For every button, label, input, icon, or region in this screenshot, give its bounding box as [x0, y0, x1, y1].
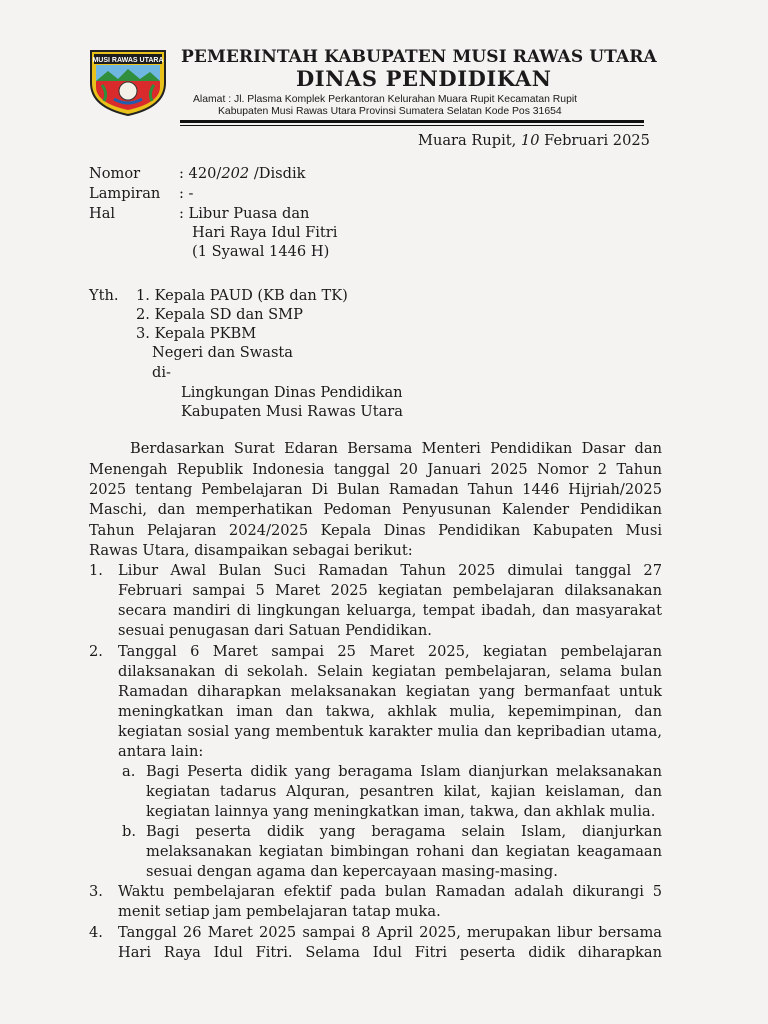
yth-label: Yth. [89, 287, 119, 304]
lampiran-label: Lampiran [89, 185, 161, 202]
hal-line-3: (1 Syawal 1446 H) [192, 243, 330, 260]
subpoint-line: Bagi peserta didik yang beragama selain Islam, dianjurkan [146, 823, 662, 840]
intro-line: Rawas Utara, disampaikan sebagai berikut: [89, 542, 413, 559]
recipient-negeri: Negeri dan Swasta [152, 344, 293, 361]
nomor-suffix: /Disdik [249, 165, 306, 182]
nomor-handwritten: 202 [221, 165, 250, 182]
subpoint-line: kegiatan lainnya yang meningkatkan iman, takwa, dan akhlak mulia. [146, 803, 656, 820]
point-line: Ramadan diharapkan melaksanakan kegiatan yang bermanfaat untuk [118, 683, 662, 700]
subpoint-line: kegiatan tadarus Alquran, pesantren kilat, kajian keislaman, dan [146, 783, 662, 800]
hal-label: Hal [89, 205, 116, 222]
point-line: dilaksanakan di sekolah. Selain kegiatan pembelajaran, selama bulan [118, 663, 662, 680]
government-name: PEMERINTAH KABUPATEN MUSI RAWAS UTARA [181, 47, 657, 67]
point-number: 1. [89, 562, 103, 579]
point-line: sesuai penugasan dari Satuan Pendidikan. [118, 622, 432, 639]
subpoint-letter: b. [122, 823, 136, 840]
nomor-prefix: : 420/ [179, 165, 222, 182]
point-line: meningkatkan iman dan takwa, akhlak mulia, kepemimpinan, dan [118, 703, 662, 720]
intro-line: Menengah Republik Indonesia tanggal 20 Januari 2025 Nomor 2 Tahun [89, 461, 662, 478]
point-line: kegiatan sosial yang membentuk karakter mulia dan kepribadian utama, [118, 723, 662, 740]
recipient-place-1: Lingkungan Dinas Pendidikan [181, 384, 403, 401]
intro-line: 2025 tentang Pembelajaran Di Bulan Ramadan Tahun 1446 Hijriah/2025 [89, 481, 662, 498]
letter-date [418, 131, 650, 150]
point-line: Tanggal 6 Maret sampai 25 Maret 2025, kegiatan pembelajaran [118, 643, 662, 660]
header-rule-thick [180, 120, 644, 123]
logo-text: MUSI RAWAS UTARA [92, 57, 164, 64]
point-number: 3. [89, 883, 103, 900]
subpoint-letter: a. [122, 763, 136, 780]
date-month-year: Februari 2025 [539, 132, 650, 149]
lampiran-value: : - [179, 185, 194, 202]
address-line-1: Alamat : Jl. Plasma Komplek Perkantoran Kelurahan Muara Rupit Kecamatan Rupit [193, 94, 578, 105]
regency-logo [88, 49, 168, 117]
recipient-item: 1. Kepala PAUD (KB dan TK) [136, 287, 348, 304]
point-line: menit setiap jam pembelajaran tatap muka. [118, 903, 441, 920]
point-line: Februari sampai 5 Maret 2025 kegiatan pembelajaran dilaksanakan [118, 582, 662, 599]
subpoint-line: sesuai dengan agama dan kepercayaan masing-masing. [146, 863, 558, 880]
agency-name: DINAS PENDIDIKAN [296, 66, 552, 91]
date-place: Muara Rupit, [418, 132, 521, 149]
nomor-label: Nomor [89, 165, 141, 182]
intro-line: Berdasarkan Surat Edaran Bersama Menteri Pendidikan Dasar dan [130, 440, 662, 457]
hal-line-1: : Libur Puasa dan [179, 205, 310, 222]
recipient-item: 3. Kepala PKBM [136, 325, 257, 342]
intro-line: Tahun Pelajaran 2024/2025 Kepala Dinas Pendidikan Kabupaten Musi [89, 522, 662, 539]
nomor-value [179, 164, 305, 183]
subpoint-line: melaksanakan kegiatan bimbingan rohani dan kegiatan keagamaan [146, 843, 662, 860]
intro-line: Maschi, dan memperhatikan Pedoman Penyusunan Kalender Pendidikan [89, 501, 662, 518]
point-line: secara mandiri di lingkungan keluarga, tempat ibadah, dan masyarakat [118, 602, 662, 619]
address-line-2: Kabupaten Musi Rawas Utara Provinsi Sumatera Selatan Kode Pos 31654 [218, 106, 562, 117]
point-number: 2. [89, 643, 103, 660]
point-line: Hari Raya Idul Fitri. Selama Idul Fitri peserta didik diharapkan [118, 944, 662, 961]
recipient-di: di- [152, 364, 171, 381]
header-rule-thin [180, 125, 644, 126]
date-day-handwritten: 10 [520, 132, 540, 149]
point-line: Tanggal 26 Maret 2025 sampai 8 April 2025, merupakan libur bersama [118, 924, 662, 941]
recipient-item: 2. Kepala SD dan SMP [136, 306, 303, 323]
recipient-place-2: Kabupaten Musi Rawas Utara [181, 403, 403, 420]
point-line: Waktu pembelajaran efektif pada bulan Ramadan adalah dikurangi 5 [118, 883, 662, 900]
point-line: Libur Awal Bulan Suci Ramadan Tahun 2025 dimulai tanggal 27 [118, 562, 662, 579]
point-line: antara lain: [118, 743, 204, 760]
subpoint-line: Bagi Peserta didik yang beragama Islam dianjurkan melaksanakan [146, 763, 662, 780]
hal-line-2: Hari Raya Idul Fitri [192, 224, 338, 241]
point-number: 4. [89, 924, 103, 941]
